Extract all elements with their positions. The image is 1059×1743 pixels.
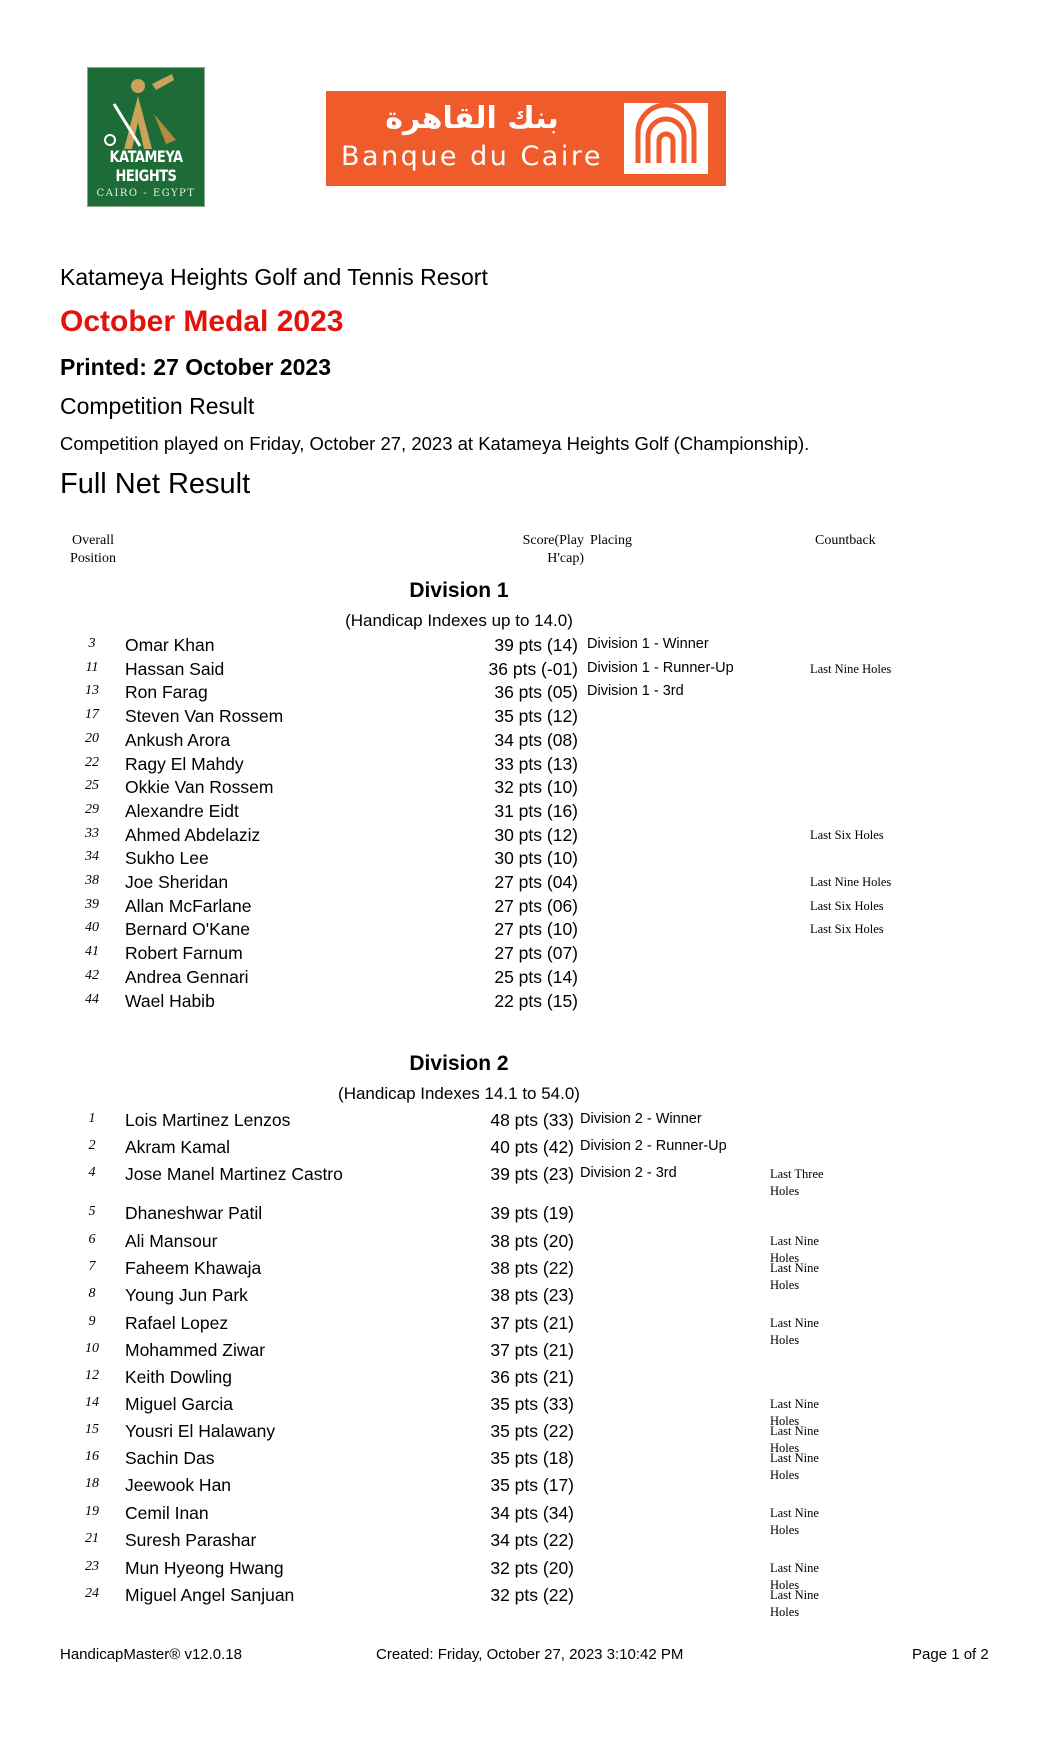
table-row (0, 919, 1059, 941)
table-row (0, 848, 1059, 870)
table-row (0, 943, 1059, 965)
position-cell: 12 (85, 1368, 99, 1383)
table-row (0, 730, 1059, 752)
score-cell: 39 pts (14) (494, 635, 578, 655)
score-cell: 37 pts (21) (490, 1340, 574, 1360)
player-name-cell: Cemil Inan (125, 1503, 209, 1523)
position-cell: 15 (85, 1422, 99, 1437)
position-cell: 14 (85, 1395, 99, 1410)
table-row (0, 1503, 1059, 1537)
countback-cell: Last Nine Holes (770, 1397, 819, 1428)
player-name-cell: Sachin Das (125, 1448, 215, 1468)
position-cell: 4 (88, 1165, 96, 1180)
position-cell: 5 (88, 1204, 96, 1219)
table-row (0, 706, 1059, 728)
column-header-placing: Placing (590, 533, 632, 548)
position-cell: 9 (88, 1314, 96, 1329)
player-name-cell: Steven Van Rossem (125, 706, 284, 726)
table-row (0, 1448, 1059, 1482)
player-name-cell: Ragy El Mahdy (125, 754, 244, 774)
player-name-cell: Andrea Gennari (125, 967, 249, 987)
division-subtitle: (Handicap Indexes 14.1 to 54.0) (338, 1084, 580, 1103)
score-cell: 36 pts (05) (494, 682, 578, 702)
placing-cell: Division 2 - Winner (580, 1111, 702, 1127)
player-name-cell: Yousri El Halawany (125, 1421, 276, 1441)
player-name-cell: Miguel Garcia (125, 1394, 233, 1414)
score-cell: 32 pts (20) (490, 1558, 574, 1578)
countback-cell: Last Nine Holes (770, 1451, 819, 1482)
placing-cell: Division 2 - Runner-Up (580, 1138, 727, 1154)
score-cell: 38 pts (22) (490, 1258, 574, 1278)
table-row (0, 801, 1059, 823)
table-row (0, 1137, 1059, 1159)
position-cell: 44 (85, 992, 99, 1007)
table-row (0, 1558, 1059, 1592)
banque-du-caire-logo (326, 91, 726, 186)
player-name-cell: Joe Sheridan (125, 872, 229, 892)
score-cell: 27 pts (10) (494, 919, 578, 939)
footer-software: HandicapMaster® v12.0.18 (60, 1646, 242, 1663)
position-cell: 18 (85, 1476, 99, 1491)
countback-cell: Last Nine Holes (770, 1506, 819, 1537)
player-name-cell: Alexandre Eidt (125, 801, 239, 821)
score-cell: 32 pts (10) (494, 777, 578, 797)
position-cell: 2 (88, 1138, 96, 1153)
table-row (0, 825, 1059, 847)
position-cell: 34 (85, 849, 99, 864)
position-cell: 6 (88, 1232, 96, 1247)
position-cell: 11 (85, 660, 99, 675)
player-name-cell: Ankush Arora (125, 730, 231, 750)
score-cell: 40 pts (42) (490, 1137, 574, 1157)
table-row (0, 872, 1059, 894)
score-cell: 35 pts (22) (490, 1421, 574, 1441)
table-row (0, 1585, 1059, 1619)
column-header-countback: Countback (815, 533, 876, 548)
placing-cell: Division 1 - Winner (587, 636, 709, 652)
player-name-cell: Omar Khan (125, 635, 215, 655)
table-row (0, 1475, 1059, 1497)
player-name-cell: Keith Dowling (125, 1367, 232, 1387)
score-cell: 22 pts (15) (494, 991, 578, 1011)
player-name-cell: Jeewook Han (125, 1475, 232, 1495)
score-cell: 34 pts (08) (494, 730, 578, 750)
countback-cell: Last Nine Holes (770, 1234, 819, 1265)
resort-name: Katameya Heights Golf and Tennis Resort (60, 264, 488, 290)
score-cell: 31 pts (16) (494, 801, 578, 821)
column-header-score: Score(Play H'cap) (522, 533, 584, 566)
logo-latin-name: Banque du Caire (341, 141, 603, 172)
player-name-cell: Hassan Said (125, 659, 225, 679)
logo-arabic-name: بنك القاهرة (385, 101, 559, 136)
position-cell: 7 (88, 1259, 96, 1274)
score-cell: 39 pts (23) (490, 1164, 574, 1184)
player-name-cell: Suresh Parashar (125, 1530, 257, 1550)
position-cell: 13 (85, 683, 99, 698)
player-name-cell: Robert Farnum (125, 943, 243, 963)
table-row (0, 754, 1059, 776)
table-row (0, 1258, 1059, 1292)
column-header-position: Overall Position (70, 533, 116, 566)
printed-date: Printed: 27 October 2023 (60, 354, 331, 380)
table-row (0, 1231, 1059, 1265)
player-name-cell: Rafael Lopez (125, 1313, 229, 1333)
score-cell: 32 pts (22) (490, 1585, 574, 1605)
player-name-cell: Ahmed Abdelaziz (125, 825, 261, 845)
golfer-emblem-icon (94, 74, 198, 154)
score-cell: 38 pts (20) (490, 1231, 574, 1251)
position-cell: 3 (88, 636, 96, 651)
countback-cell: Last Nine Holes (770, 1588, 819, 1619)
division-title: Division 2 (409, 1052, 509, 1075)
player-name-cell: Mohammed Ziwar (125, 1340, 266, 1360)
score-cell: 35 pts (33) (490, 1394, 574, 1414)
countback-cell: Last Nine Holes (770, 1261, 819, 1292)
table-row (0, 1203, 1059, 1225)
table-row (0, 1285, 1059, 1307)
table-row (0, 1530, 1059, 1552)
section-title: Full Net Result (60, 468, 251, 500)
countback-cell: Last Six Holes (810, 922, 884, 936)
countback-cell: Last Nine Holes (770, 1316, 819, 1347)
position-cell: 19 (85, 1504, 99, 1519)
score-cell: 37 pts (21) (490, 1313, 574, 1333)
footer-created: Created: Friday, October 27, 2023 3:10:42 PM (376, 1646, 684, 1663)
bank-arches-icon (624, 103, 708, 174)
countback-cell: Last Three Holes (770, 1167, 824, 1198)
table-row (0, 1340, 1059, 1362)
table-row (0, 1110, 1059, 1132)
katameya-heights-logo (87, 67, 205, 207)
position-cell: 39 (85, 897, 99, 912)
position-cell: 40 (85, 920, 99, 935)
score-cell: 30 pts (12) (494, 825, 578, 845)
score-cell: 39 pts (19) (490, 1203, 574, 1223)
countback-cell: Last Nine Holes (770, 1424, 819, 1455)
player-name-cell: Mun Hyeong Hwang (125, 1558, 284, 1578)
player-name-cell: Allan McFarlane (125, 896, 252, 916)
countback-cell: Last Nine Holes (810, 875, 892, 889)
score-cell: 48 pts (33) (490, 1110, 574, 1130)
position-cell: 38 (85, 873, 99, 888)
score-cell: 25 pts (14) (494, 967, 578, 987)
position-cell: 10 (85, 1341, 99, 1356)
position-cell: 1 (88, 1111, 96, 1126)
score-cell: 35 pts (12) (494, 706, 578, 726)
position-cell: 42 (85, 968, 99, 983)
player-name-cell: Ron Farag (125, 682, 208, 702)
position-cell: 22 (85, 755, 99, 770)
player-name-cell: Lois Martinez Lenzos (125, 1110, 291, 1130)
competition-description: Competition played on Friday, October 27, 2023 at Katameya Heights Golf (Championship). (60, 433, 810, 454)
position-cell: 25 (85, 778, 99, 793)
countback-cell: Last Six Holes (810, 899, 884, 913)
score-cell: 34 pts (22) (490, 1530, 574, 1550)
player-name-cell: Ali Mansour (125, 1231, 218, 1251)
division-subtitle: (Handicap Indexes up to 14.0) (345, 611, 573, 630)
footer-page-number: Page 1 of 2 (912, 1646, 989, 1663)
position-cell: 16 (85, 1449, 99, 1464)
placing-cell: Division 2 - 3rd (580, 1165, 677, 1181)
logo-name: KATAMEYA HEIGHTS (109, 148, 183, 186)
player-name-cell: Wael Habib (125, 991, 215, 1011)
score-cell: 27 pts (06) (494, 896, 578, 916)
logo-subtitle: CAIRO - EGYPT (96, 188, 196, 199)
table-row (0, 967, 1059, 989)
player-name-cell: Akram Kamal (125, 1137, 231, 1157)
player-name-cell: Faheem Khawaja (125, 1258, 262, 1278)
table-row (0, 1394, 1059, 1428)
player-name-cell: Okkie Van Rossem (125, 777, 274, 797)
countback-cell: Last Nine Holes (770, 1561, 819, 1592)
competition-result-heading: Competition Result (60, 393, 255, 419)
position-cell: 23 (85, 1559, 99, 1574)
score-cell: 34 pts (34) (490, 1503, 574, 1523)
position-cell: 33 (85, 826, 99, 841)
table-row (0, 1421, 1059, 1455)
score-cell: 27 pts (07) (494, 943, 578, 963)
division-title: Division 1 (409, 579, 509, 602)
player-name-cell: Miguel Angel Sanjuan (125, 1585, 295, 1605)
countback-cell: Last Nine Holes (810, 662, 892, 676)
position-cell: 17 (85, 707, 99, 722)
table-row (0, 991, 1059, 1013)
score-cell: 27 pts (04) (494, 872, 578, 892)
table-row (0, 1313, 1059, 1347)
score-cell: 36 pts (21) (490, 1367, 574, 1387)
table-row (0, 1367, 1059, 1389)
competition-title: October Medal 2023 (60, 305, 344, 338)
table-row (0, 777, 1059, 799)
score-cell: 33 pts (13) (494, 754, 578, 774)
position-cell: 41 (85, 944, 99, 959)
score-cell: 35 pts (18) (490, 1448, 574, 1468)
table-row (0, 896, 1059, 918)
table-row (0, 682, 1059, 704)
table-row (0, 635, 1059, 657)
score-cell: 35 pts (17) (490, 1475, 574, 1495)
position-cell: 20 (85, 731, 99, 746)
player-name-cell: Bernard O'Kane (125, 919, 250, 939)
table-row (0, 659, 1059, 681)
position-cell: 21 (85, 1531, 99, 1546)
position-cell: 8 (88, 1286, 96, 1301)
position-cell: 29 (85, 802, 99, 817)
position-cell: 24 (85, 1586, 99, 1601)
score-cell: 30 pts (10) (494, 848, 578, 868)
table-row (0, 1164, 1059, 1198)
placing-cell: Division 1 - 3rd (587, 683, 684, 699)
player-name-cell: Dhaneshwar Patil (125, 1203, 263, 1223)
countback-cell: Last Six Holes (810, 828, 884, 842)
placing-cell: Division 1 - Runner-Up (587, 660, 734, 676)
player-name-cell: Sukho Lee (125, 848, 209, 868)
player-name-cell: Jose Manel Martinez Castro (125, 1164, 343, 1184)
score-cell: 38 pts (23) (490, 1285, 574, 1305)
player-name-cell: Young Jun Park (125, 1285, 248, 1305)
score-cell: 36 pts (-01) (488, 659, 578, 679)
